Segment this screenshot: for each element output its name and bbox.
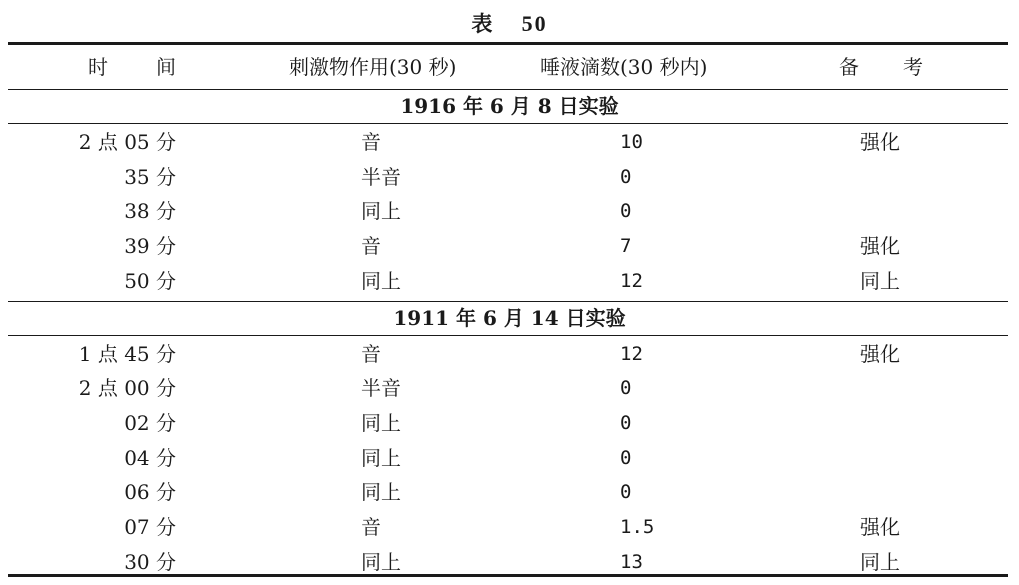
cell-note: 强化 bbox=[860, 234, 900, 259]
header-stimulus: 刺激物作用(30 秒) bbox=[289, 55, 457, 79]
cell-time: 39 分 bbox=[124, 234, 176, 259]
cell-drops: 0 bbox=[620, 165, 632, 188]
header-note-char-2: 考 bbox=[903, 55, 923, 79]
header-time bbox=[88, 52, 176, 82]
section-rule bbox=[8, 301, 1008, 302]
section-title-rule bbox=[8, 123, 1008, 124]
cell-stimulus: 同上 bbox=[361, 549, 401, 574]
cell-time: 30 分 bbox=[124, 549, 176, 574]
cell-note: 强化 bbox=[860, 515, 900, 539]
header-time-char-1: 时 bbox=[88, 55, 108, 79]
cell-drops: 0 bbox=[620, 481, 632, 504]
cell-drops: 7 bbox=[620, 235, 632, 258]
header-note-char-1: 备 bbox=[839, 55, 859, 79]
cell-drops: 0 bbox=[620, 377, 632, 400]
cell-drops: 12 bbox=[620, 269, 643, 292]
cell-time: 07 分 bbox=[124, 515, 176, 539]
section-title: 1911 年 6 月 14 日实验 bbox=[393, 305, 626, 330]
cell-drops: 1.5 bbox=[620, 516, 655, 538]
cell-time: 35 分 bbox=[124, 164, 176, 189]
top-rule bbox=[8, 42, 1008, 45]
cell-stimulus: 同上 bbox=[361, 445, 401, 470]
cell-stimulus: 音 bbox=[361, 130, 381, 154]
table-title-number: 50 bbox=[521, 11, 548, 36]
cell-time: 2 点 05 分 bbox=[78, 130, 176, 154]
cell-note: 同上 bbox=[860, 549, 900, 574]
cell-time: 38 分 bbox=[124, 199, 176, 224]
cell-stimulus: 半音 bbox=[361, 164, 401, 189]
table-title bbox=[0, 8, 1019, 38]
cell-time: 2 点 00 分 bbox=[78, 376, 176, 401]
cell-drops: 12 bbox=[620, 342, 643, 365]
cell-time: 02 分 bbox=[124, 410, 176, 435]
cell-stimulus: 同上 bbox=[361, 199, 401, 224]
cell-drops: 13 bbox=[620, 550, 643, 573]
cell-time: 04 分 bbox=[124, 445, 176, 470]
cell-stimulus: 音 bbox=[361, 234, 381, 259]
section-title: 1916 年 6 月 8 日实验 bbox=[400, 94, 619, 118]
cell-time: 50 分 bbox=[124, 268, 176, 293]
cell-stimulus: 半音 bbox=[361, 376, 401, 401]
cell-stimulus: 同上 bbox=[361, 480, 401, 505]
cell-stimulus: 音 bbox=[361, 515, 381, 539]
cell-drops: 0 bbox=[620, 200, 632, 223]
bottom-rule bbox=[8, 574, 1008, 577]
cell-note: 强化 bbox=[860, 130, 900, 154]
cell-drops: 10 bbox=[620, 131, 643, 153]
section-title-rule bbox=[8, 335, 1008, 336]
header-note bbox=[839, 52, 923, 82]
cell-time: 1 点 45 分 bbox=[78, 341, 176, 366]
cell-note: 同上 bbox=[860, 268, 900, 293]
cell-stimulus: 音 bbox=[361, 341, 381, 366]
cell-time: 06 分 bbox=[124, 480, 176, 505]
cell-drops: 0 bbox=[620, 411, 632, 434]
table-title-prefix: 表 bbox=[471, 11, 495, 36]
header-drops: 唾液滴数(30 秒内) bbox=[540, 55, 708, 79]
cell-stimulus: 同上 bbox=[361, 268, 401, 293]
section-rule bbox=[8, 89, 1008, 90]
cell-note: 强化 bbox=[860, 341, 900, 366]
header-time-char-2: 间 bbox=[156, 55, 176, 79]
cell-drops: 0 bbox=[620, 446, 632, 469]
cell-stimulus: 同上 bbox=[361, 410, 401, 435]
